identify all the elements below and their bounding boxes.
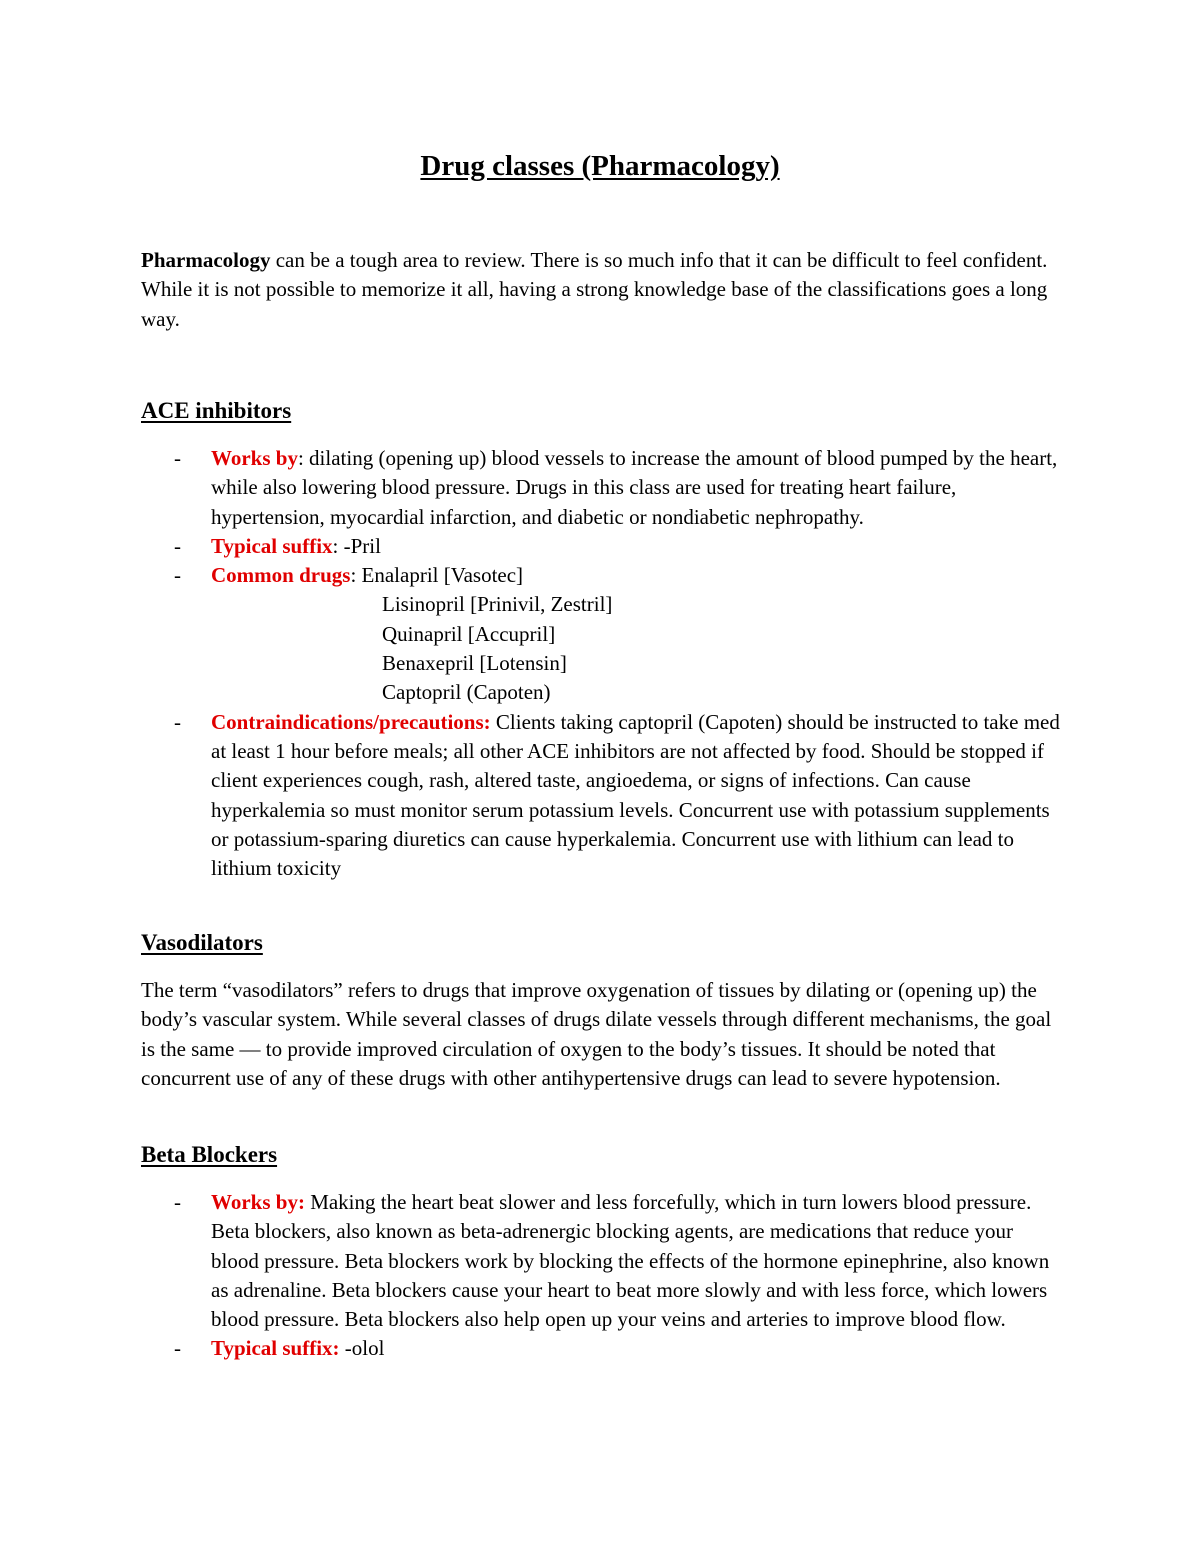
ace-heading: ACE inhibitors [141, 398, 292, 423]
beta-works-text: Making the heart beat slower and less forcefully, which in turn lowers blood pressure. Beta blockers, also known as beta-adrenergic blocking agents, are medications that reduce your blood pressure. Beta blockers work by blocking the effects of the hormone epinephrine, also known as adrenaline. Beta blockers cause your heart to beat more slowly and with less force, which lowers blood pressure. Beta blockers also help open up your veins and arteries to improve blood flow. [211, 1190, 1050, 1332]
bullet-dash: - [174, 563, 181, 588]
ace-contra-text: Clients taking captopril (Capoten) should be instructed to take med at least 1 hour before meals; all other ACE inhibitors are not affected by food. Should be stopped if client experiences cough, rash, altered taste, angioedema, or signs of infections. Can cause hyperkalemia so must monitor serum potassium levels. Concurrent use with potassium supplements or potassium-sparing diuretics can cause hyperkalemia. Concurrent use with lithium can lead to lithium toxicity [211, 709, 1060, 881]
vaso-heading: Vasodilators [141, 930, 263, 955]
beta-heading: Beta Blockers [141, 1142, 278, 1167]
ace-common-sep: : [350, 563, 362, 588]
ace-common-label: Common drugs [211, 563, 351, 588]
beta-suffix-label: Typical suffix: [211, 1336, 340, 1361]
vaso-paragraph: The term “vasodilators” refers to drugs that improve oxygenation of tissues by dilating or (opening up) the body’s vascular system. While several classes of drugs dilate vessels through different mechanisms, the goal is the same — to provide improved circulation of oxygen to the body’s tissues. It should be noted that concurrent use of any of these drugs with other antihypertensive drugs can lead to severe hypotension. [141, 978, 1052, 1090]
ace-contra-item [141, 708, 1062, 884]
bullet-dash: - [174, 1190, 181, 1214]
beta-works-label: Works by: [211, 1190, 305, 1214]
intro-paragraph [141, 246, 1062, 334]
page-title: Drug classes (Pharmacology) [420, 150, 780, 182]
ace-contra-label: Contraindications/precautions: [211, 709, 491, 734]
drug-name: Enalapril [Vasotec] [361, 563, 524, 588]
ace-suffix-text: : -Pril [332, 533, 381, 558]
ace-suffix-label: Typical suffix [211, 533, 333, 558]
bullet-dash: - [174, 533, 181, 558]
drug-name: Quinapril [Accupril] [382, 621, 556, 646]
bullet-dash: - [174, 1336, 181, 1361]
intro-bold-term: Pharmacology [141, 248, 271, 272]
ace-common-item [141, 561, 1062, 707]
drug-name: Benaxepril [Lotensin] [382, 651, 567, 676]
bullet-dash: - [174, 709, 181, 734]
drug-name: Captopril (Capoten) [382, 680, 551, 705]
ace-works-label: Works by [211, 446, 298, 470]
intro-text: can be a tough area to review. There is so much info that it can be difficult to feel confident. While it is not possible to memorize it all, having a strong knowledge base of the classifications goes a long way. [141, 248, 1048, 331]
bullet-dash: - [174, 446, 181, 470]
beta-list [141, 1188, 1062, 1364]
beta-works-item [141, 1188, 1062, 1334]
ace-works-text: : dilating (opening up) blood vessels to increase the amount of blood pumped by the heart, while also lowering blood pressure. Drugs in this class are used for treating heart failure, hypertension, myocardial infarction, and diabetic or nondiabetic nephropathy. [211, 446, 1058, 529]
beta-suffix-text: -olol [339, 1336, 385, 1361]
ace-list [141, 444, 1062, 883]
drug-name: Lisinopril [Prinivil, Zestril] [382, 592, 613, 617]
ace-suffix-item [141, 532, 1062, 561]
ace-works-item [141, 444, 1062, 532]
beta-suffix-item [141, 1334, 1062, 1363]
